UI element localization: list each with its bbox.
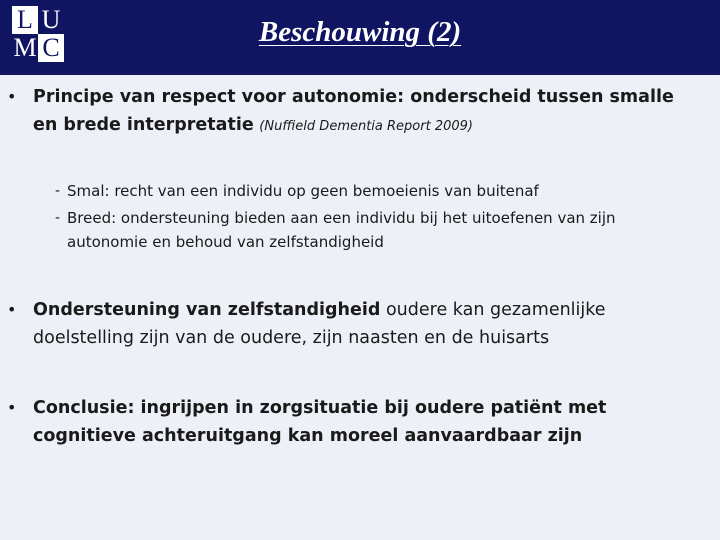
- logo-letter-u: U: [38, 6, 64, 34]
- header-bar: [0, 0, 720, 75]
- bullet-text: [33, 83, 693, 141]
- dash-icon: -: [55, 183, 61, 199]
- bullet-bold-text: Principe van respect voor autonomie: onderscheid tussen smalle en brede interpretatie: [33, 87, 674, 135]
- bullet-dot-icon: •: [7, 87, 17, 106]
- bullet-bold-text: Ondersteuning van zelfstandigheid: [33, 300, 381, 320]
- slide-title: Beschouwing (2): [258, 16, 462, 48]
- bullet-dot-icon: •: [7, 300, 17, 319]
- bullet-normal-text: oudere kan gezamenlijke doelstelling zijn van de oudere, zijn naasten en de huisarts: [33, 300, 606, 348]
- bullet-text: [33, 296, 693, 352]
- sub-item-text: Breed: ondersteuning bieden aan een individu bij het uitoefenen van zijn autonomie en behoud van zelfstandigheid: [67, 209, 616, 251]
- logo-letter-l: L: [12, 6, 38, 34]
- dash-icon: -: [55, 210, 61, 226]
- logo-letter-m: M: [13, 33, 37, 62]
- logo-letter-c: C: [38, 34, 64, 62]
- sub-item-text: Smal: recht van een individu op geen bemoeienis van buitenaf: [67, 182, 539, 200]
- citation: (Nuffield Dementia Report 2009): [259, 119, 473, 134]
- bullet-bold-text: Conclusie: ingrijpen in zorgsituatie bij oudere patiënt met cognitieve achteruitgang kan moreel aanvaardbaar zijn: [33, 398, 607, 446]
- bullet-dot-icon: •: [7, 398, 17, 417]
